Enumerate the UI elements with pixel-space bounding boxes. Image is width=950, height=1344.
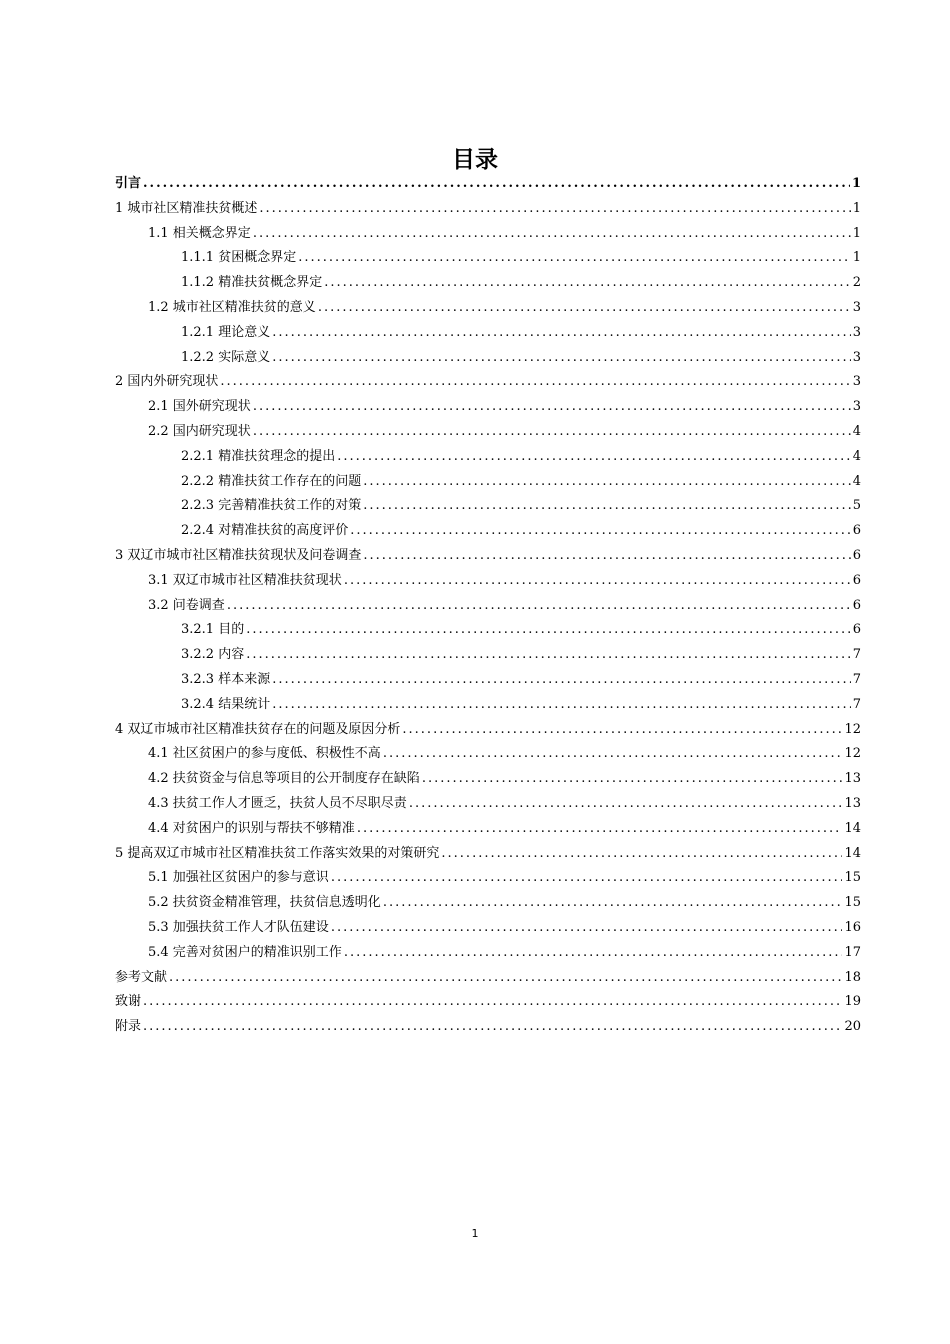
toc-entry[interactable] xyxy=(115,718,861,743)
toc-entry-title: 3.2.2 内容 xyxy=(181,647,245,663)
toc-leader-dots xyxy=(363,470,851,495)
toc-entry-page: 17 xyxy=(844,944,861,960)
toc-entry-page: 3 xyxy=(852,399,861,415)
toc-entry[interactable] xyxy=(115,420,861,445)
toc-entry[interactable] xyxy=(115,370,861,395)
toc-entry-page: 7 xyxy=(852,696,861,712)
toc-entry-page: 1 xyxy=(852,250,861,266)
toc-entry-page: 3 xyxy=(852,349,861,365)
toc-entry-page: 20 xyxy=(844,1019,861,1035)
toc-entry-page: 3 xyxy=(852,299,861,315)
toc-leader-dots xyxy=(272,321,851,346)
toc-entry[interactable] xyxy=(115,569,861,594)
toc-leader-dots xyxy=(259,197,850,222)
toc-entry[interactable] xyxy=(115,395,861,420)
toc-leader-dots xyxy=(272,668,851,693)
toc-entry-title: 1.1.2 精准扶贫概念界定 xyxy=(181,275,323,291)
toc-entry-page: 3 xyxy=(852,324,861,340)
toc-entry-page: 12 xyxy=(844,746,861,762)
toc-entry-title: 2.2.3 完善精准扶贫工作的对策 xyxy=(181,498,362,514)
toc-entry[interactable] xyxy=(115,668,861,693)
toc-entry-title: 4.2 扶贫资金与信息等项目的公开制度存在缺陷 xyxy=(148,771,420,787)
toc-entry-title: 3.2.4 结果统计 xyxy=(181,696,271,712)
toc-entry[interactable] xyxy=(115,544,861,569)
toc-leader-dots xyxy=(337,445,851,470)
toc-entry[interactable] xyxy=(115,618,861,643)
toc-entry-title: 4.3 扶贫工作人才匮乏，扶贫人员不尽职尽责 xyxy=(148,795,407,811)
toc-entry-title: 3.2.3 样本来源 xyxy=(181,671,271,687)
toc-leader-dots xyxy=(409,792,843,817)
toc-leader-dots xyxy=(441,842,842,867)
toc-entry-title: 附录 xyxy=(115,1019,142,1035)
toc-entry[interactable] xyxy=(115,222,861,247)
toc-entry[interactable] xyxy=(115,817,861,842)
toc-entry[interactable] xyxy=(115,494,861,519)
toc-entry-page: 19 xyxy=(844,994,861,1010)
toc-entry[interactable] xyxy=(115,172,861,197)
table-of-contents xyxy=(115,172,861,1040)
toc-entry[interactable] xyxy=(115,470,861,495)
toc-entry[interactable] xyxy=(115,891,861,916)
toc-entry-page: 12 xyxy=(844,721,861,737)
toc-leader-dots xyxy=(331,866,843,891)
toc-entry[interactable] xyxy=(115,990,861,1015)
toc-entry[interactable] xyxy=(115,693,861,718)
toc-entry-title: 引言 xyxy=(115,176,142,191)
toc-entry-page: 6 xyxy=(852,547,861,563)
toc-entry[interactable] xyxy=(115,445,861,470)
toc-entry[interactable] xyxy=(115,941,861,966)
footer-page-number: 1 xyxy=(471,1227,479,1240)
toc-entry-page: 16 xyxy=(844,919,861,935)
toc-entry-page: 13 xyxy=(844,795,861,811)
toc-entry[interactable] xyxy=(115,271,861,296)
toc-entry-page: 4 xyxy=(852,448,861,464)
toc-entry-title: 5.4 完善对贫困户的精准识别工作 xyxy=(148,944,342,960)
toc-entry-title: 3 双辽市城市社区精准扶贫现状及问卷调查 xyxy=(115,547,362,563)
toc-entry-page: 18 xyxy=(844,969,861,985)
toc-leader-dots xyxy=(253,420,851,445)
toc-entry-page: 1 xyxy=(851,176,861,191)
toc-entry-page: 14 xyxy=(844,845,861,861)
toc-entry[interactable] xyxy=(115,866,861,891)
toc-entry-page: 2 xyxy=(852,275,861,291)
toc-entry-page: 6 xyxy=(852,523,861,539)
toc-leader-dots xyxy=(383,891,843,916)
toc-leader-dots xyxy=(143,172,850,197)
toc-entry-title: 4 双辽市城市社区精准扶贫存在的问题及原因分析 xyxy=(115,721,401,737)
toc-entry[interactable] xyxy=(115,246,861,271)
page-title: 目录 xyxy=(452,147,498,173)
toc-entry-title: 3.2 问卷调查 xyxy=(148,597,225,613)
toc-entry-title: 2.2 国内研究现状 xyxy=(148,423,251,439)
toc-leader-dots xyxy=(272,346,851,371)
toc-leader-dots xyxy=(227,594,851,619)
toc-entry[interactable] xyxy=(115,519,861,544)
toc-leader-dots xyxy=(220,370,850,395)
toc-leader-dots xyxy=(402,718,842,743)
toc-entry-page: 7 xyxy=(852,647,861,663)
toc-entry-title: 3.2.1 目的 xyxy=(181,622,245,638)
toc-entry-page: 13 xyxy=(844,771,861,787)
toc-entry[interactable] xyxy=(115,842,861,867)
toc-leader-dots xyxy=(246,643,851,668)
toc-entry-title: 1 城市社区精准扶贫概述 xyxy=(115,200,258,216)
toc-entry-title: 致谢 xyxy=(115,994,142,1010)
toc-entry-title: 5 提高双辽市城市社区精准扶贫工作落实效果的对策研究 xyxy=(115,845,440,861)
toc-entry-page: 1 xyxy=(852,225,861,241)
toc-entry[interactable] xyxy=(115,792,861,817)
toc-entry-page: 6 xyxy=(852,622,861,638)
toc-entry[interactable] xyxy=(115,966,861,991)
toc-entry-title: 5.1 加强社区贫困户的参与意识 xyxy=(148,870,329,886)
toc-entry[interactable] xyxy=(115,767,861,792)
toc-entry[interactable] xyxy=(115,916,861,941)
toc-leader-dots xyxy=(363,494,851,519)
toc-leader-dots xyxy=(246,618,851,643)
toc-leader-dots xyxy=(383,742,843,767)
toc-leader-dots xyxy=(357,817,843,842)
toc-entry[interactable] xyxy=(115,1015,861,1040)
toc-entry-title: 1.2.1 理论意义 xyxy=(181,324,271,340)
toc-entry-page: 1 xyxy=(852,200,861,216)
toc-entry-title: 1.1.1 贫困概念界定 xyxy=(181,250,297,266)
toc-entry[interactable] xyxy=(115,296,861,321)
toc-leader-dots xyxy=(169,966,842,991)
toc-entry[interactable] xyxy=(115,321,861,346)
toc-entry-title: 2.2.1 精准扶贫理念的提出 xyxy=(181,448,336,464)
toc-entry-title: 2.2.4 对精准扶贫的高度评价 xyxy=(181,523,349,539)
toc-leader-dots xyxy=(318,296,851,321)
toc-entry-title: 2.2.2 精准扶贫工作存在的问题 xyxy=(181,473,362,489)
toc-entry-title: 4.1 社区贫困户的参与度低、积极性不高 xyxy=(148,746,381,762)
toc-entry[interactable] xyxy=(115,742,861,767)
toc-leader-dots xyxy=(324,271,851,296)
toc-leader-dots xyxy=(298,246,851,271)
toc-entry-title: 2 国内外研究现状 xyxy=(115,374,219,390)
toc-entry-title: 1.2 城市社区精准扶贫的意义 xyxy=(148,299,316,315)
toc-entry[interactable] xyxy=(115,594,861,619)
toc-entry-page: 15 xyxy=(844,870,861,886)
toc-entry-page: 14 xyxy=(844,820,861,836)
toc-entry-title: 2.1 国外研究现状 xyxy=(148,399,251,415)
toc-leader-dots xyxy=(344,569,851,594)
toc-entry-title: 1.1 相关概念界定 xyxy=(148,225,251,241)
toc-entry-page: 5 xyxy=(852,498,861,514)
toc-entry[interactable] xyxy=(115,346,861,371)
toc-entry[interactable] xyxy=(115,643,861,668)
toc-entry-title: 3.1 双辽市城市社区精准扶贫现状 xyxy=(148,572,342,588)
toc-leader-dots xyxy=(253,395,851,420)
toc-leader-dots xyxy=(253,222,851,247)
toc-leader-dots xyxy=(272,693,851,718)
toc-leader-dots xyxy=(143,990,842,1015)
toc-entry-page: 7 xyxy=(852,671,861,687)
toc-entry-title: 5.2 扶贫资金精准管理，扶贫信息透明化 xyxy=(148,895,381,911)
toc-entry-title: 4.4 对贫困户的识别与帮扶不够精准 xyxy=(148,820,355,836)
toc-leader-dots xyxy=(363,544,850,569)
toc-entry-title: 参考文献 xyxy=(115,969,168,985)
toc-leader-dots xyxy=(422,767,843,792)
toc-entry-page: 4 xyxy=(852,423,861,439)
toc-leader-dots xyxy=(331,916,843,941)
toc-entry[interactable] xyxy=(115,197,861,222)
toc-entry-page: 4 xyxy=(852,473,861,489)
toc-entry-page: 15 xyxy=(844,895,861,911)
toc-entry-title: 5.3 加强扶贫工作人才队伍建设 xyxy=(148,919,329,935)
toc-entry-page: 6 xyxy=(852,572,861,588)
toc-leader-dots xyxy=(344,941,843,966)
toc-entry-page: 6 xyxy=(852,597,861,613)
toc-leader-dots xyxy=(350,519,851,544)
toc-entry-page: 3 xyxy=(852,374,861,390)
toc-leader-dots xyxy=(143,1015,842,1040)
toc-entry-title: 1.2.2 实际意义 xyxy=(181,349,271,365)
